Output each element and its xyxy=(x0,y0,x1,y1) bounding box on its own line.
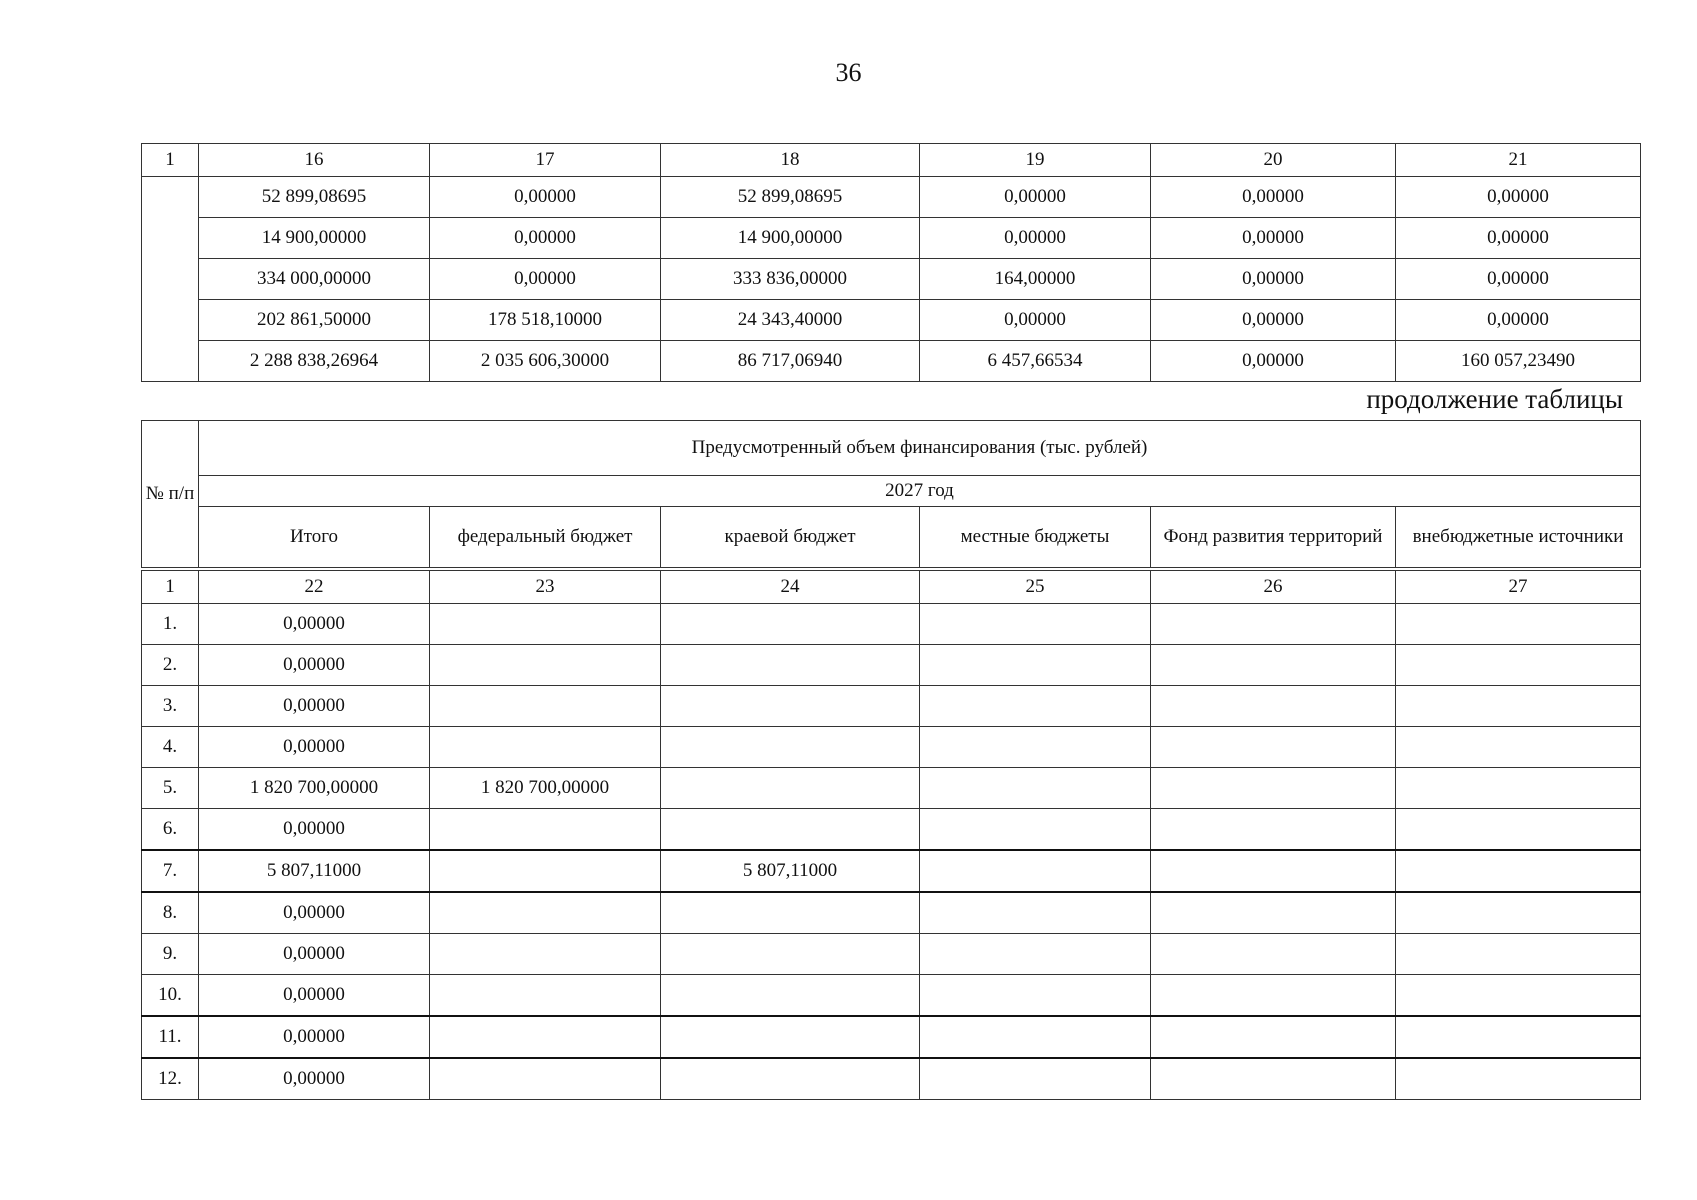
table-cell: 0,00000 xyxy=(430,177,661,218)
table-cell xyxy=(1396,1016,1641,1058)
table-cell: 164,00000 xyxy=(920,259,1151,300)
table-row xyxy=(142,727,1641,768)
table-row xyxy=(142,604,1641,645)
table-cell: 5 807,11000 xyxy=(199,850,430,892)
table-cell xyxy=(1151,892,1396,934)
column-number: 21 xyxy=(1396,144,1641,177)
table-cell xyxy=(920,1058,1151,1100)
table-row xyxy=(142,934,1641,975)
row-number: 10. xyxy=(142,975,199,1017)
table-cell: 0,00000 xyxy=(1151,218,1396,259)
financing-table-header xyxy=(141,420,1641,568)
column-number-row xyxy=(142,144,1641,177)
table-cell: 0,00000 xyxy=(199,1058,430,1100)
column-number: 1 xyxy=(142,571,199,604)
table-cell xyxy=(920,975,1151,1017)
table-cell: 86 717,06940 xyxy=(661,341,920,382)
column-number: 19 xyxy=(920,144,1151,177)
table-row xyxy=(142,850,1641,892)
table-cell xyxy=(430,645,661,686)
column-header-extrabudgetary: внебюджетные источники xyxy=(1396,507,1641,568)
table-cell: 5 807,11000 xyxy=(661,850,920,892)
column-header-territory-fund: Фонд развития территорий xyxy=(1151,507,1396,568)
table-cell: 0,00000 xyxy=(1396,259,1641,300)
table-cell: 0,00000 xyxy=(199,604,430,645)
table-cell xyxy=(920,604,1151,645)
table-cell: 0,00000 xyxy=(1396,218,1641,259)
column-number-row xyxy=(142,571,1641,604)
financing-table-bottom xyxy=(141,570,1641,1100)
table-cell xyxy=(1151,686,1396,727)
table-row xyxy=(142,686,1641,727)
financing-table-top xyxy=(141,143,1641,382)
row-number: 3. xyxy=(142,686,199,727)
table-cell: 2 288 838,26964 xyxy=(199,341,430,382)
table-cell: 0,00000 xyxy=(1396,300,1641,341)
table-cell: 0,00000 xyxy=(199,727,430,768)
row-number: 12. xyxy=(142,1058,199,1100)
table-cell xyxy=(430,934,661,975)
column-number: 25 xyxy=(920,571,1151,604)
table-cell: 0,00000 xyxy=(1151,300,1396,341)
table-cell xyxy=(1151,1016,1396,1058)
row-number: 11. xyxy=(142,1016,199,1058)
table-row xyxy=(142,259,1641,300)
table-row xyxy=(142,177,1641,218)
table-cell xyxy=(1396,604,1641,645)
table-cell xyxy=(1151,768,1396,809)
table-cell xyxy=(430,686,661,727)
table-row xyxy=(142,1058,1641,1100)
table-cell: 0,00000 xyxy=(199,934,430,975)
table-cell xyxy=(661,768,920,809)
column-header-regional-budget: краевой бюджет xyxy=(661,507,920,568)
table-cell xyxy=(661,604,920,645)
table-cell xyxy=(920,892,1151,934)
table-cell: 0,00000 xyxy=(920,177,1151,218)
table-row xyxy=(142,1016,1641,1058)
table-cell xyxy=(661,645,920,686)
table-cell xyxy=(661,892,920,934)
table-cell: 333 836,00000 xyxy=(661,259,920,300)
table-cell xyxy=(661,934,920,975)
table-cell xyxy=(1151,809,1396,851)
table-cell: 0,00000 xyxy=(199,892,430,934)
table-cell xyxy=(1396,892,1641,934)
table-cell: 6 457,66534 xyxy=(920,341,1151,382)
row-number: 5. xyxy=(142,768,199,809)
table-cell xyxy=(1396,727,1641,768)
column-number: 27 xyxy=(1396,571,1641,604)
row-number: 7. xyxy=(142,850,199,892)
column-number: 20 xyxy=(1151,144,1396,177)
table-cell: 14 900,00000 xyxy=(199,218,430,259)
table-cell: 160 057,23490 xyxy=(1396,341,1641,382)
funding-title-header: Предусмотренный объем финансирования (тыс. рублей) xyxy=(199,421,1641,476)
table-cell: 0,00000 xyxy=(430,259,661,300)
table-cell: 0,00000 xyxy=(920,218,1151,259)
column-header-federal-budget: федеральный бюджет xyxy=(430,507,661,568)
column-number: 16 xyxy=(199,144,430,177)
table-cell: 0,00000 xyxy=(199,975,430,1017)
table-cell: 24 343,40000 xyxy=(661,300,920,341)
table-cell xyxy=(1151,727,1396,768)
row-number-header: № п/п xyxy=(142,421,199,568)
row-number-cell xyxy=(142,177,199,382)
table-cell: 0,00000 xyxy=(1396,177,1641,218)
table-cell: 334 000,00000 xyxy=(199,259,430,300)
table-cell xyxy=(661,727,920,768)
column-number: 23 xyxy=(430,571,661,604)
table-cell xyxy=(1396,1058,1641,1100)
table-cell xyxy=(920,934,1151,975)
table-cell xyxy=(920,1016,1151,1058)
table-cell xyxy=(920,645,1151,686)
table-cell: 2 035 606,30000 xyxy=(430,341,661,382)
table-cell xyxy=(430,809,661,851)
continuation-label: продолжение таблицы xyxy=(1366,384,1623,414)
table-cell: 1 820 700,00000 xyxy=(199,768,430,809)
column-number: 26 xyxy=(1151,571,1396,604)
table-cell xyxy=(920,768,1151,809)
table-cell xyxy=(1396,768,1641,809)
table-cell: 52 899,08695 xyxy=(199,177,430,218)
table-cell xyxy=(1396,686,1641,727)
column-number: 18 xyxy=(661,144,920,177)
table-row xyxy=(142,892,1641,934)
table-cell xyxy=(661,975,920,1017)
table-cell: 178 518,10000 xyxy=(430,300,661,341)
table-cell xyxy=(1396,645,1641,686)
table-cell: 52 899,08695 xyxy=(661,177,920,218)
column-number: 17 xyxy=(430,144,661,177)
table-row xyxy=(142,809,1641,851)
table-cell xyxy=(661,1058,920,1100)
table-cell: 14 900,00000 xyxy=(661,218,920,259)
table-cell xyxy=(661,686,920,727)
table-row xyxy=(142,975,1641,1017)
row-number: 2. xyxy=(142,645,199,686)
table-row xyxy=(142,768,1641,809)
table-cell xyxy=(1396,975,1641,1017)
table-cell xyxy=(1396,850,1641,892)
table-row xyxy=(142,218,1641,259)
table-cell xyxy=(920,850,1151,892)
table-cell: 0,00000 xyxy=(920,300,1151,341)
table-cell xyxy=(1151,645,1396,686)
table-row xyxy=(142,341,1641,382)
table-cell xyxy=(1396,934,1641,975)
table-cell: 202 861,50000 xyxy=(199,300,430,341)
table-cell xyxy=(1396,809,1641,851)
table-cell xyxy=(430,727,661,768)
page-number: 36 xyxy=(835,58,862,87)
column-number: 1 xyxy=(142,144,199,177)
table-cell xyxy=(430,1016,661,1058)
table-row xyxy=(142,300,1641,341)
table-cell xyxy=(1151,604,1396,645)
column-number: 22 xyxy=(199,571,430,604)
column-number: 24 xyxy=(661,571,920,604)
table-cell xyxy=(1151,975,1396,1017)
table-cell xyxy=(430,850,661,892)
table-cell xyxy=(1151,934,1396,975)
table-cell xyxy=(661,1016,920,1058)
row-number: 8. xyxy=(142,892,199,934)
table-row xyxy=(142,645,1641,686)
year-header: 2027 год xyxy=(199,476,1641,507)
table-cell: 1 820 700,00000 xyxy=(430,768,661,809)
table-cell: 0,00000 xyxy=(199,809,430,851)
column-header-local-budgets: местные бюджеты xyxy=(920,507,1151,568)
table-cell xyxy=(430,975,661,1017)
table-cell: 0,00000 xyxy=(1151,177,1396,218)
table-cell: 0,00000 xyxy=(199,645,430,686)
row-number: 1. xyxy=(142,604,199,645)
table-cell xyxy=(920,809,1151,851)
table-cell xyxy=(920,727,1151,768)
table-cell xyxy=(430,604,661,645)
table-cell xyxy=(1151,850,1396,892)
table-cell: 0,00000 xyxy=(1151,341,1396,382)
table-cell xyxy=(430,892,661,934)
table-cell: 0,00000 xyxy=(199,686,430,727)
column-header-total: Итого xyxy=(199,507,430,568)
row-number: 9. xyxy=(142,934,199,975)
table-cell: 0,00000 xyxy=(199,1016,430,1058)
table-cell xyxy=(661,809,920,851)
row-number: 6. xyxy=(142,809,199,851)
table-cell xyxy=(430,1058,661,1100)
table-cell xyxy=(920,686,1151,727)
row-number: 4. xyxy=(142,727,199,768)
table-cell: 0,00000 xyxy=(430,218,661,259)
table-cell: 0,00000 xyxy=(1151,259,1396,300)
table-cell xyxy=(1151,1058,1396,1100)
